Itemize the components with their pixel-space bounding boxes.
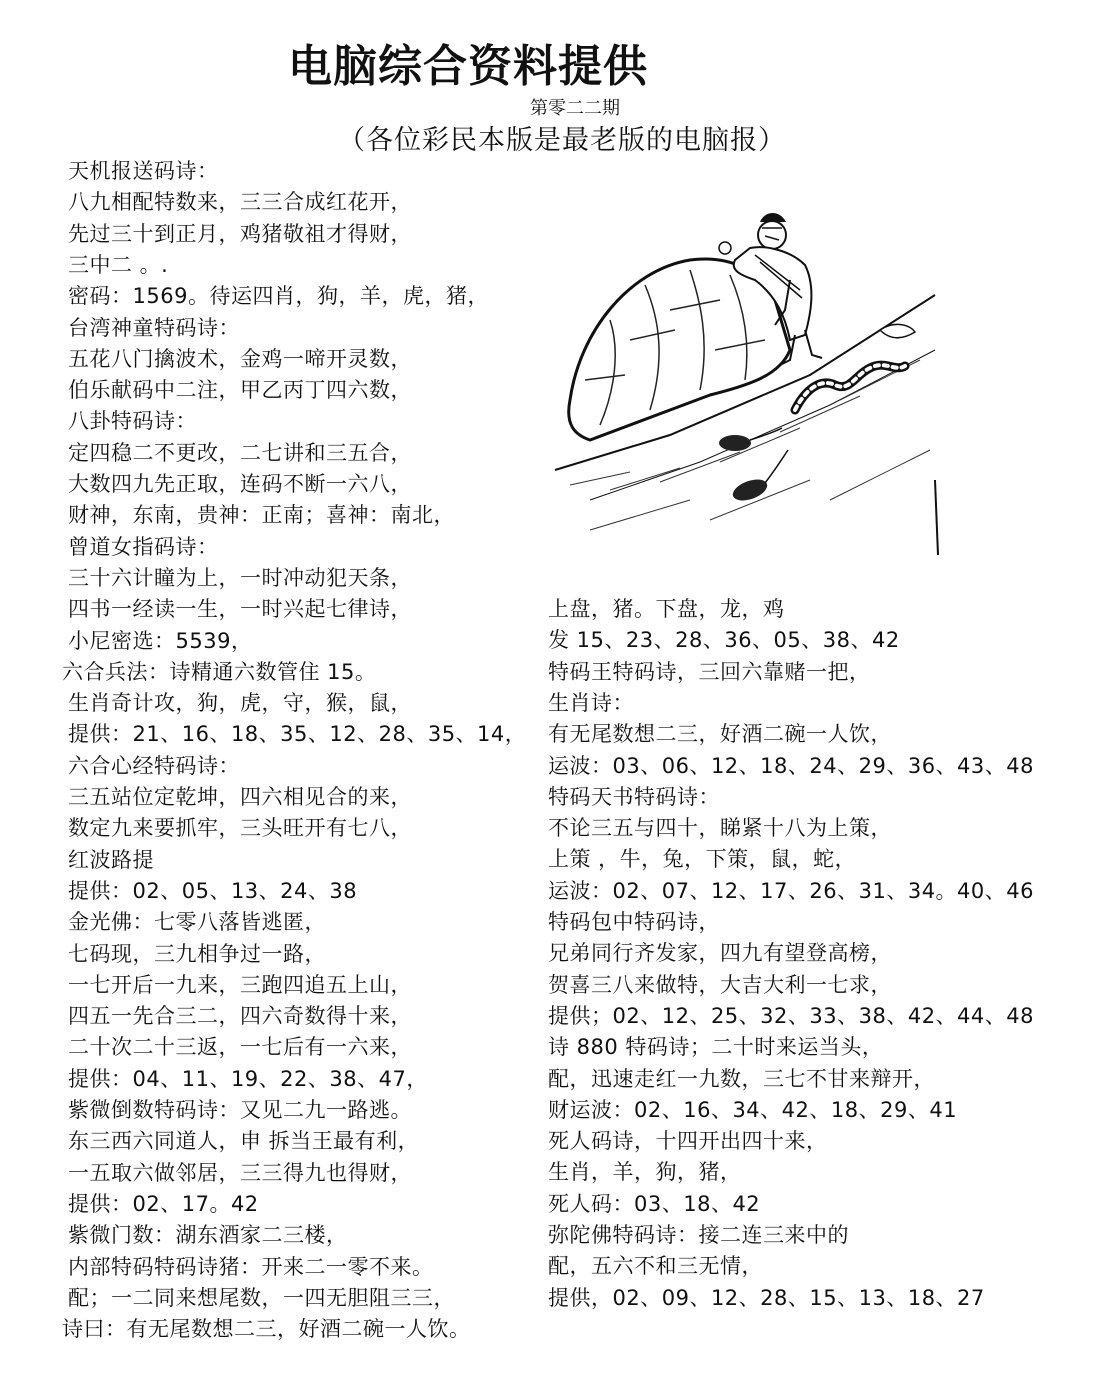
- left-text-line: 紫微倒数特码诗：又见二九一路逃。: [68, 1098, 412, 1122]
- right-text-line: 弥陀佛特码诗：接二连三来中的: [548, 1223, 849, 1247]
- right-text-line: 死人码：03、18、42: [548, 1191, 761, 1216]
- left-text-line: 密码：1569。待运四肖，狗，羊，虎，猪，: [68, 284, 489, 309]
- left-text-line: 伯乐献码中二注，甲乙丙丁四六数，: [68, 378, 412, 403]
- right-text-line: 生肖，羊，狗，猪，: [548, 1160, 742, 1185]
- left-text-line: 生肖奇计攻，狗，虎，守，猴，鼠，: [68, 691, 412, 716]
- left-text-line: 六合心经特码诗：: [68, 753, 240, 778]
- left-text-line: 数定九来要抓牢，三头旺开有七八，: [68, 816, 412, 841]
- man-on-rock-snake-rats-illustration: [550, 200, 940, 560]
- right-text-line: 上盘，猪。下盘，龙，鸡: [548, 597, 785, 621]
- right-text-line: 兄弟同行齐发家，四九有望登高榜，: [548, 941, 892, 966]
- left-text-line: 大数四九先正取，连码不断一六八，: [68, 472, 412, 496]
- left-text-line: 八卦特码诗：: [68, 409, 197, 434]
- right-text-line: 死人码诗，十四开出四十来，: [548, 1129, 828, 1154]
- left-text-line: 财神，东南，贵神：正南；喜神：南北，: [68, 503, 455, 528]
- right-text-line: 诗 880 特码诗；二十时来运当头，: [548, 1035, 884, 1060]
- page-title: 电脑综合资料提供: [288, 41, 648, 92]
- right-text-line: 特码包中特码诗，: [548, 910, 720, 934]
- left-text-line: 提供：21、16、18、35、12、28、35、14，: [68, 722, 527, 747]
- left-text-line: 台湾神童特码诗：: [68, 315, 240, 340]
- right-text-line: 特码天书特码诗：: [548, 784, 720, 809]
- right-text-line: 有无尾数想二三，好酒二碗一人饮，: [548, 722, 892, 747]
- left-text-line: 红波路提: [68, 847, 154, 872]
- right-text-line: 配，迅速走红一九数，三七不甘来辩开，: [548, 1066, 935, 1091]
- left-text-line: 曾道女指码诗：: [68, 534, 219, 559]
- right-text-line: 运波：03、06、12、18、24、29、36、43、48: [548, 753, 1034, 778]
- right-text-line: 提供；02、12、25、32、33、38、42、44、48: [548, 1003, 1034, 1028]
- right-text-line: 提供，02、09、12、28、15、13、18、27: [548, 1285, 985, 1310]
- left-text-line: 七码现，三九相争过一路，: [68, 941, 326, 966]
- left-text-line: 三十六计瞳为上，一时冲动犯天条，: [68, 565, 412, 590]
- right-text-line: 生肖诗：: [548, 690, 634, 715]
- issue-number: 第零二二期: [530, 98, 620, 119]
- left-text-line: 定四稳二不更改，二七讲和三五合，: [68, 440, 412, 465]
- left-text-line: 四书一经读一生，一时兴起七律诗，: [68, 597, 412, 622]
- left-text-line: 诗曰：有无尾数想二三，好酒二碗一人饮。: [62, 1317, 471, 1342]
- right-text-line: 上策 ，牛，兔，下策，鼠，蛇，: [548, 847, 857, 872]
- left-text-line: 三中二 。.: [68, 252, 169, 277]
- left-text-line: 三五站位定乾坤，四六相见合的来，: [68, 785, 412, 809]
- right-text-line: 贺喜三八来做特，大吉大利一七求，: [548, 972, 892, 997]
- left-text-line: 四五一先合三二，四六奇数得十来，: [68, 1004, 412, 1029]
- left-text-line: 一五取六做邻居，三三得九也得财，: [68, 1160, 412, 1185]
- page-subtitle: （各位彩民本版是最老版的电脑报）: [338, 125, 786, 156]
- left-text-line: 紫微门数：湖东酒家二三楼，: [68, 1223, 348, 1248]
- left-text-line: 东三西六同道人，申 拆当王最有利，: [68, 1129, 420, 1154]
- left-text-line: 提供：02、17。42: [68, 1191, 259, 1216]
- left-text-line: 六合兵法：诗精通六数管住 15。: [62, 659, 377, 684]
- left-text-line: 提供：02、05、13、24、38: [68, 878, 358, 903]
- left-text-line: 金光佛：七零八落皆逃匿，: [68, 910, 326, 935]
- left-text-line: 先过三十到正月，鸡猪敬祖才得财，: [68, 221, 412, 246]
- left-text-line: 八九相配特数来，三三合成红花开，: [68, 190, 412, 215]
- left-text-line: 一七开后一九来，三跑四追五上山，: [68, 972, 412, 997]
- right-text-line: 不论三五与四十，睇紧十八为上策，: [548, 816, 892, 841]
- left-text-line: 提供：04、11、19、22、38、47，: [68, 1066, 428, 1091]
- left-text-line: 内部特码特码诗猪：开来二一零不来。: [68, 1254, 434, 1279]
- right-text-line: 发 15、23、28、36、05、38、42: [548, 628, 900, 653]
- left-text-line: 天机报送码诗：: [68, 159, 219, 183]
- left-text-line: 小尼密选：5539，: [68, 628, 253, 653]
- right-text-line: 财运波：02、16、34、42、18、29、41: [548, 1097, 958, 1122]
- left-text-line: 配；一二同来想尾数，一四无胆阻三三，: [68, 1285, 455, 1310]
- right-text-line: 特码王特码诗，三回六靠赌一把，: [548, 659, 871, 684]
- right-text-line: 运波：02、07、12、17、26、31、34。40、46: [548, 878, 1034, 903]
- left-text-line: 二十次二十三返，一七后有一六来，: [68, 1035, 412, 1060]
- right-text-line: 配，五六不和三无情，: [548, 1254, 763, 1279]
- left-text-line: 五花八门擒波术，金鸡一啼开灵数，: [68, 346, 412, 371]
